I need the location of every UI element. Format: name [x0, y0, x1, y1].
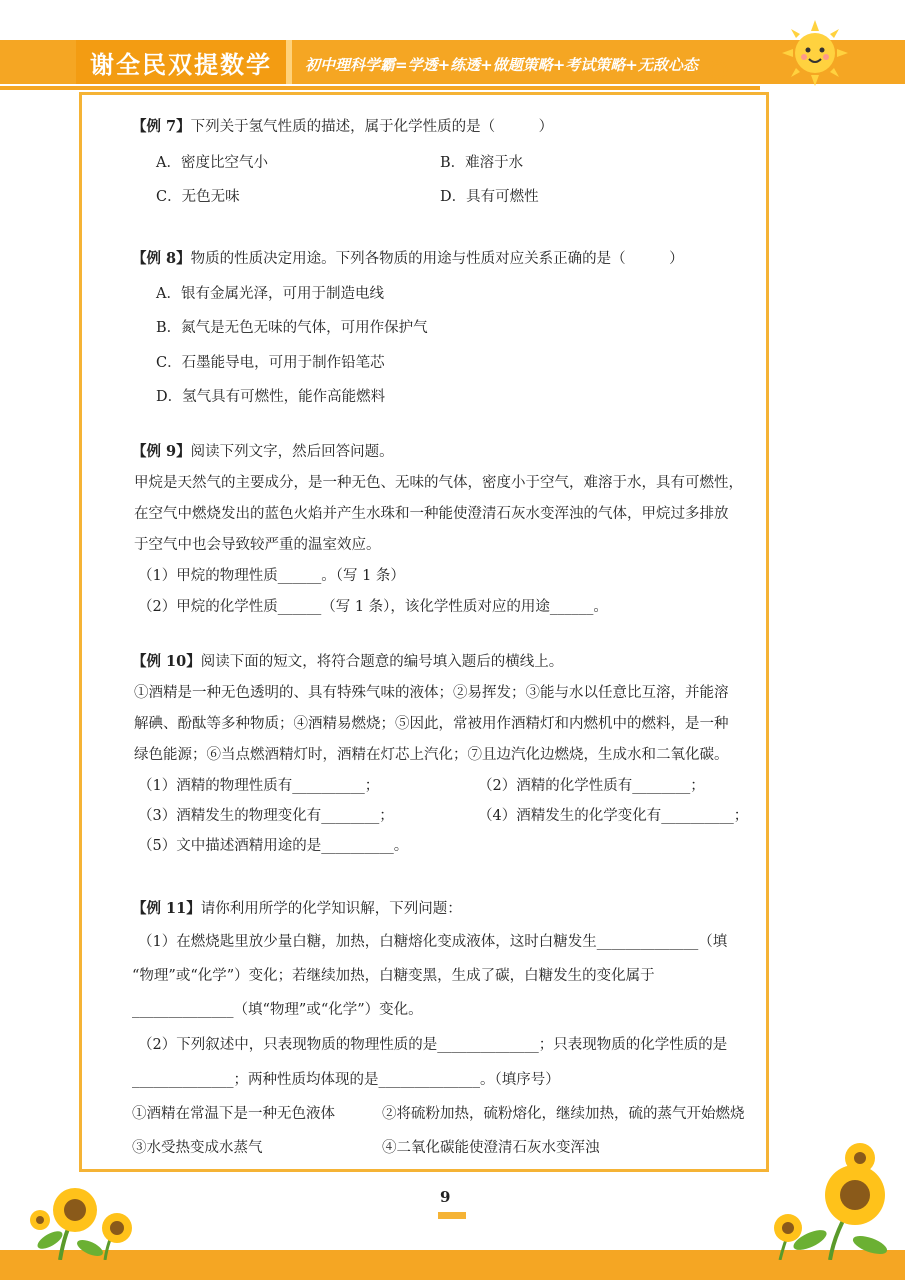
example-tag: 【例 9】 — [132, 443, 191, 460]
example-8 — [132, 247, 684, 271]
example-tag: 【例 11】 — [132, 900, 201, 917]
option-c: C．无色无味 — [156, 189, 240, 205]
example-10 — [132, 650, 563, 674]
example-tag: 【例 8】 — [132, 250, 191, 267]
example-tag: 【例 7】 — [132, 118, 191, 135]
option-d: D．氢气具有可燃性，能作高能燃料 — [156, 389, 386, 405]
passage-line: 绿色能源；⑥当点燃酒精灯时，酒精在灯芯上汽化；⑦且边汽化边燃烧，生成水和二氧化碳。 — [134, 747, 729, 763]
header-slogan: 初中理科学霸=学透+练透+做题策略+考试策略+无敌心态 — [305, 56, 698, 74]
example-tag: 【例 10】 — [132, 653, 201, 670]
sub-question: （2）酒精的化学性质有________； — [478, 778, 705, 794]
option-a: A．密度比空气小 — [156, 155, 268, 171]
choice-item: ②将硫粉加热，硫粉熔化，继续加热，硫的蒸气开始燃烧 — [382, 1106, 745, 1122]
sunflower-right-icon — [740, 1140, 905, 1260]
question-line: ______________（填“物理”或“化学”）变化。 — [132, 1002, 423, 1018]
passage-line: 于空气中也会导致较严重的温室效应。 — [134, 537, 381, 553]
question-text: 物质的性质决定用途。下列各物质的用途与性质对应关系正确的是（ ） — [190, 251, 684, 267]
sub-question: （5）文中描述酒精用途的是__________。 — [138, 838, 409, 854]
sub-question: （3）酒精发生的物理变化有________； — [138, 808, 394, 824]
option-a: A．银有金属光泽，可用于制造电线 — [156, 286, 384, 302]
question-text: 下列关于氢气性质的描述，属于化学性质的是（ ） — [190, 119, 554, 135]
passage-line: ①酒精是一种无色透明的、具有特殊气味的液体；②易挥发；③能与水以任意比互溶，并能溶 — [134, 685, 729, 701]
sub-question: （1）酒精的物理性质有__________； — [138, 778, 380, 794]
question-line: “物理”或“化学”）变化；若继续加热，白糖变黑，生成了碳，白糖发生的变化属于 — [132, 968, 655, 984]
choice-item: ①酒精在常温下是一种无色液体 — [132, 1106, 335, 1122]
passage-line: 在空气中燃烧发出的蓝色火焰并产生水珠和一种能使澄清石灰水变浑浊的气体，甲烷过多排放 — [134, 506, 729, 522]
question-text: 阅读下面的短文，将符合题意的编号填入题后的横线上。 — [200, 654, 564, 670]
question-line: （2）下列叙述中，只表现物质的物理性质的是______________；只表现物质的化学性质的是 — [138, 1037, 728, 1053]
small-sun-icon — [708, 60, 728, 80]
question-line: （1）在燃烧匙里放少量白糖，加热，白糖熔化变成液体，这时白糖发生______________（填 — [138, 934, 728, 950]
sun-icon — [780, 18, 850, 88]
brand-title: 谢全民双提数学 — [76, 40, 292, 84]
sub-question: （2）甲烷的化学性质______（写 1 条），该化学性质对应的用途______。 — [138, 599, 608, 615]
question-text: 阅读下列文字，然后回答问题。 — [190, 444, 394, 460]
choice-item: ④二氧化碳能使澄清石灰水变浑浊 — [382, 1140, 600, 1156]
header-divider — [0, 86, 760, 90]
example-7 — [132, 115, 553, 139]
sunflower-left-icon — [20, 1170, 150, 1260]
question-text: 请你利用所学的化学知识解，下列问题： — [200, 901, 462, 917]
passage-line: 甲烷是天然气的主要成分，是一种无色、无味的气体，密度小于空气，难溶于水，具有可燃性， — [134, 475, 743, 491]
question-line: ______________；两种性质均体现的是______________。（填序号） — [132, 1072, 560, 1088]
passage-line: 解碘、酚酞等多种物质；④酒精易燃烧；⑤因此，常被用作酒精灯和内燃机中的燃料，是一种 — [134, 716, 729, 732]
example-11 — [132, 897, 462, 921]
sub-question: （4）酒精发生的化学变化有__________； — [478, 808, 749, 824]
example-9 — [132, 440, 394, 464]
option-b: B．难溶于水 — [440, 155, 524, 171]
option-d: D．具有可燃性 — [440, 189, 539, 205]
choice-item: ③水受热变成水蒸气 — [132, 1140, 263, 1156]
option-b: B．氮气是无色无味的气体，可用作保护气 — [156, 320, 428, 336]
page-number: 9 — [440, 1188, 451, 1206]
page-number-underline — [438, 1212, 466, 1219]
sub-question: （1）甲烷的物理性质______。（写 1 条） — [138, 568, 405, 584]
option-c: C．石墨能导电，可用于制作铅笔芯 — [156, 355, 385, 371]
